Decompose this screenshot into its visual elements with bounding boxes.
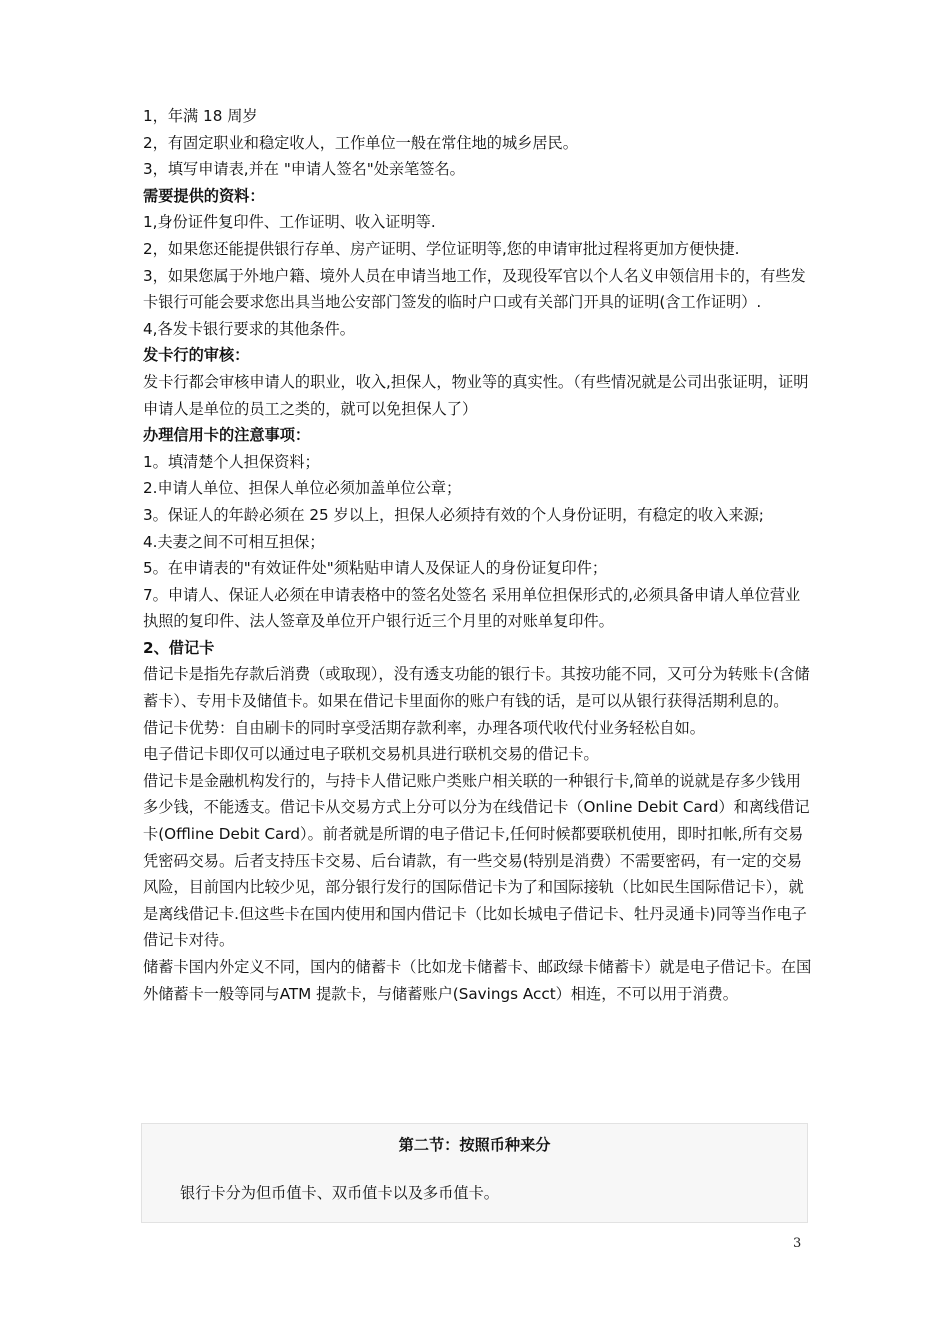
paragraph: 储蓄卡国内外定义不同，国内的储蓄卡（比如龙卡储蓄卡、邮政绿卡储蓄卡）就是电子借记卡。在国外储蓄卡一般等同与ATM 提款卡，与储蓄账户(Savings Acct）相连，不可以用于消费。 xyxy=(143,958,812,1003)
section-heading: 办理信用卡的注意事项： xyxy=(143,426,311,445)
paragraph: 2.申请人单位、担保人单位必须加盖单位公章； xyxy=(143,479,462,498)
paragraph: 1，年满 18 周岁 xyxy=(143,107,258,125)
paragraph: 4,各发卡银行要求的其他条件。 xyxy=(143,319,355,338)
paragraph: 3。保证人的年龄必须在 25 岁以上，担保人必须持有效的个人身份证明，有稳定的收入来源; xyxy=(143,505,764,524)
paragraph: 借记卡优势：自由刷卡的同时享受活期存款利率，办理各项代收代付业务轻松自如。 xyxy=(143,718,705,737)
paragraph: 3，填写申请表,并在 "申请人签名"处亲笔签名。 xyxy=(143,160,465,179)
section-title: 第二节：按照币种来分 xyxy=(398,1136,551,1154)
page-number: 3 xyxy=(793,1236,802,1251)
paragraph: 发卡行都会审核申请人的职业，收入,担保人，物业等的真实性。（有些情况就是公司出张证明，证明申请人是单位的员工之类的，就可以免担保人了） xyxy=(143,372,809,418)
paragraph: 4.夫妻之间不可相互担保； xyxy=(143,532,325,551)
paragraph: 1,身份证件复印件、工作证明、收入证明等. xyxy=(143,213,436,232)
section-body: 银行卡分为但币值卡、双币值卡以及多币值卡。 xyxy=(180,1184,499,1202)
paragraph: 2，有固定职业和稳定收人，工作单位一般在常住地的城乡居民。 xyxy=(143,133,578,152)
section-box xyxy=(141,1123,808,1223)
paragraph: 借记卡是指先存款后消费（或取现），没有透支功能的银行卡。其按功能不同，又可分为转账卡(含储蓄卡）、专用卡及储值卡。如果在借记卡里面你的账户有钱的话，是可以从银行获得活期利息的。 xyxy=(143,665,810,711)
paragraph: 电子借记卡即仅可以通过电子联机交易机具进行联机交易的借记卡。 xyxy=(143,745,599,764)
section-heading: 2、借记卡 xyxy=(143,638,215,657)
paragraph: 1。填清楚个人担保资料； xyxy=(143,452,320,471)
section-heading: 发卡行的审核： xyxy=(143,346,250,365)
section-heading: 需要提供的资料： xyxy=(143,186,265,205)
paragraph: 借记卡是金融机构发行的，与持卡人借记账户类账户相关联的一种银行卡,简单的说就是存多少钱用多少钱，不能透支。借记卡从交易方式上分可以分为在线借记卡（Online Debit Card）和离线借记卡(Offline Debit Card）。前者就是所谓的电子借记卡,任何时候都要联机使用，即时扣帐,所有交易凭密码交易。后者支持压卡交易、后台请款，有一些交易(特别是消费）不需要密码，有一定的交易风险，目前国内比较少见，部分银行发行的国际借记卡为了和国际接轨（比如民生国际借记卡），就是离线借记卡.但这些卡在国内使用和国内借记卡（比如长城电子借记卡、牡丹灵通卡)同等当作电子借记卡对待。 xyxy=(143,771,810,950)
paragraph: 3，如果您属于外地户籍、境外人员在申请当地工作，及现役军官以个人名义申领信用卡的，有些发卡银行可能会要求您出具当地公安部门签发的临时户口或有关部门开具的证明(含工作证明）. xyxy=(143,266,806,312)
paragraph: 2，如果您还能提供银行存单、房产证明、学位证明等,您的申请审批过程将更加方便快捷. xyxy=(143,239,740,258)
paragraph: 7。申请人、保证人必须在申请表格中的签名处签名 采用单位担保形式的,必须具备申请人单位营业执照的复印件、法人签章及单位开户银行近三个月里的对账单复印件。 xyxy=(143,585,801,631)
body-text xyxy=(143,103,813,1007)
paragraph: 5。在申请表的"有效证件处"须粘贴申请人及保证人的身份证复印件； xyxy=(143,559,608,578)
